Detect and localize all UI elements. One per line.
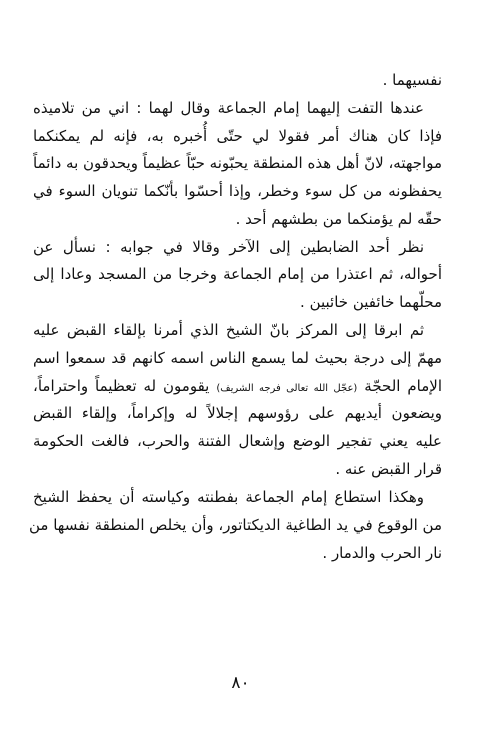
page-number: ٨٠ bbox=[231, 673, 250, 693]
text-segment-respect: يقومون له تعظيماً واحتراماً، bbox=[33, 377, 210, 395]
text-line-4: مواجهته، لانّ أهل هذه المنطقة يحبّونه حبّاً عظيماً ويحدقون به دائماً bbox=[33, 154, 442, 172]
text-segment-prayer: (عجّل الله تعالى فرجه الشريف) bbox=[216, 383, 358, 394]
text-line-18: نار الحرب والدمار . bbox=[322, 544, 442, 562]
text-line-13: ويضعون أيديهم على رؤوسهم إجلالاً له وإكراماً، وإلقاء القبض bbox=[33, 404, 442, 422]
text-line-9: محلّهما خائفين خائبين . bbox=[300, 293, 442, 311]
text-line-17: من الوقوع في يد الطاغية الديكتاتور، وأن يخلص المنطقة نفسها من bbox=[29, 516, 442, 534]
text-line-2: عندها التفت إليهما إمام الجماعة وقال لهما : اني من تلاميذه bbox=[33, 99, 424, 117]
text-line-7: نظر أحد الضابطين إلى الآخر وقالا في جوابه : نسأل عن bbox=[33, 238, 424, 256]
text-line-15: قرار القبض عنه . bbox=[335, 460, 442, 478]
text-line-10: ثم ابرقا إلى المركز بانّ الشيخ الذي أمرنا بإلقاء القبض عليه bbox=[33, 321, 424, 339]
text-line-3: فإذا كان هناك أمر فقولا لي حتّى أُخبره به، فإنه لم يمكنكما bbox=[33, 127, 442, 145]
text-line-16: وهكذا استطاع إمام الجماعة بفطنته وكياسته أن يحفظ الشيخ bbox=[33, 488, 424, 506]
text-line-14: عليه يعني تفجير الوضع وإشعال الفتنة والحرب، فالغت الحكومة bbox=[33, 432, 442, 450]
text-line-12 bbox=[33, 376, 442, 399]
text-line-8: أحواله، ثم اعتذرا من إمام الجماعة وخرجا من المسجد وعادا إلى bbox=[33, 265, 442, 283]
text-line-1: نفسيهما . bbox=[382, 71, 442, 89]
text-segment-imam: الإمام الحجّة bbox=[364, 377, 442, 395]
text-line-11: مهمّ إلى درجة بحيث لما يسمع الناس اسمه كانهم قد سمعوا اسم bbox=[33, 349, 442, 367]
text-line-5: يحفظونه من كل سوء وخطر، وإذا أحسّوا بأنّكما تنويان السوء في bbox=[33, 182, 442, 200]
text-line-6: حقّه لم يؤمنكما من بطشهم أحد . bbox=[235, 210, 442, 228]
